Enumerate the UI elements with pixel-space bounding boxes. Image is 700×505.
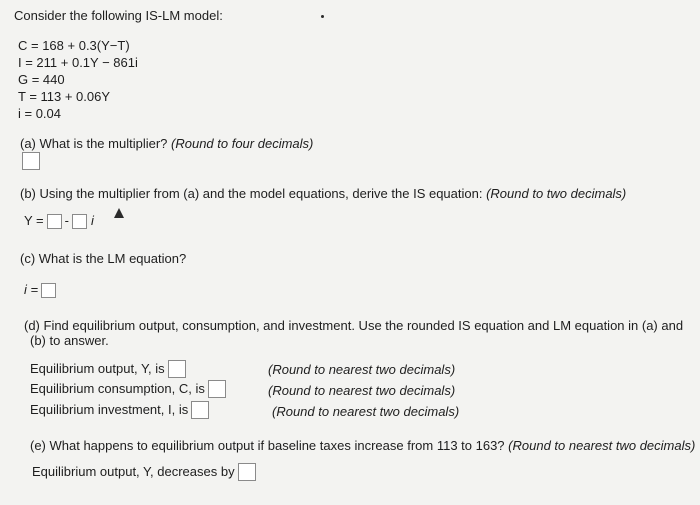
question-b <box>20 186 626 202</box>
multiplier-input[interactable] <box>22 152 40 170</box>
consumption-row <box>30 380 226 398</box>
output-row <box>30 360 186 378</box>
question-d-line1: (d) Find equilibrium output, consumption, and investment. Use the rounded IS equation and LM equation in (a) and <box>24 318 684 333</box>
investment-equation: I = 211 + 0.1Y − 861i <box>18 55 138 70</box>
is-equation-row <box>24 213 94 229</box>
question-a-hint: (Round to four decimals) <box>171 136 314 151</box>
multiplier-answer-wrap <box>22 152 40 170</box>
tax-equation: T = 113 + 0.06Y <box>18 89 111 104</box>
equilibrium-output-input[interactable] <box>168 360 186 378</box>
output-change-input[interactable] <box>238 463 256 481</box>
output-change-row <box>32 463 256 481</box>
output-label: Equilibrium output, Y, is <box>30 361 165 376</box>
investment-row <box>30 401 209 419</box>
equilibrium-consumption-input[interactable] <box>208 380 226 398</box>
is-slope-input[interactable] <box>72 214 87 229</box>
pointer-cursor-icon <box>114 208 124 218</box>
question-a-text: (a) What is the multiplier? <box>20 136 168 151</box>
government-equation: G = 440 <box>18 72 65 87</box>
intro-text: Consider the following IS-LM model: <box>14 8 223 23</box>
consumption-round-hint: (Round to nearest two decimals) <box>268 383 456 398</box>
lm-i-label: i = <box>24 282 39 297</box>
output-change-label: Equilibrium output, Y, decreases by <box>32 464 235 479</box>
investment-round-hint: (Round to nearest two decimals) <box>272 404 460 419</box>
question-c: (c) What is the LM equation? <box>20 251 187 266</box>
lm-input[interactable] <box>41 283 56 298</box>
investment-label: Equilibrium investment, I, is <box>30 402 189 417</box>
interest-rate-equation: i = 0.04 <box>18 106 62 121</box>
consumption-equation: C = 168 + 0.3(Y−T) <box>18 38 130 53</box>
is-y-label: Y = <box>24 213 44 228</box>
question-a <box>20 136 313 152</box>
consumption-label: Equilibrium consumption, C, is <box>30 381 205 396</box>
lm-equation-row <box>24 282 56 298</box>
question-b-hint: (Round to two decimals) <box>486 186 627 201</box>
cursor-dot-icon <box>321 15 324 18</box>
question-e <box>30 438 695 454</box>
is-intercept-input[interactable] <box>47 214 62 229</box>
equilibrium-investment-input[interactable] <box>191 401 209 419</box>
is-minus-sign: - <box>64 213 69 228</box>
question-d-line2: (b) to answer. <box>30 333 109 348</box>
question-b-text: (b) Using the multiplier from (a) and the model equations, derive the IS equation: <box>20 186 483 201</box>
is-i-suffix: i <box>90 213 94 228</box>
question-e-text: (e) What happens to equilibrium output if baseline taxes increase from 113 to 163? <box>30 438 505 453</box>
output-round-hint: (Round to nearest two decimals) <box>268 362 456 377</box>
question-e-hint: (Round to nearest two decimals) <box>508 438 696 453</box>
